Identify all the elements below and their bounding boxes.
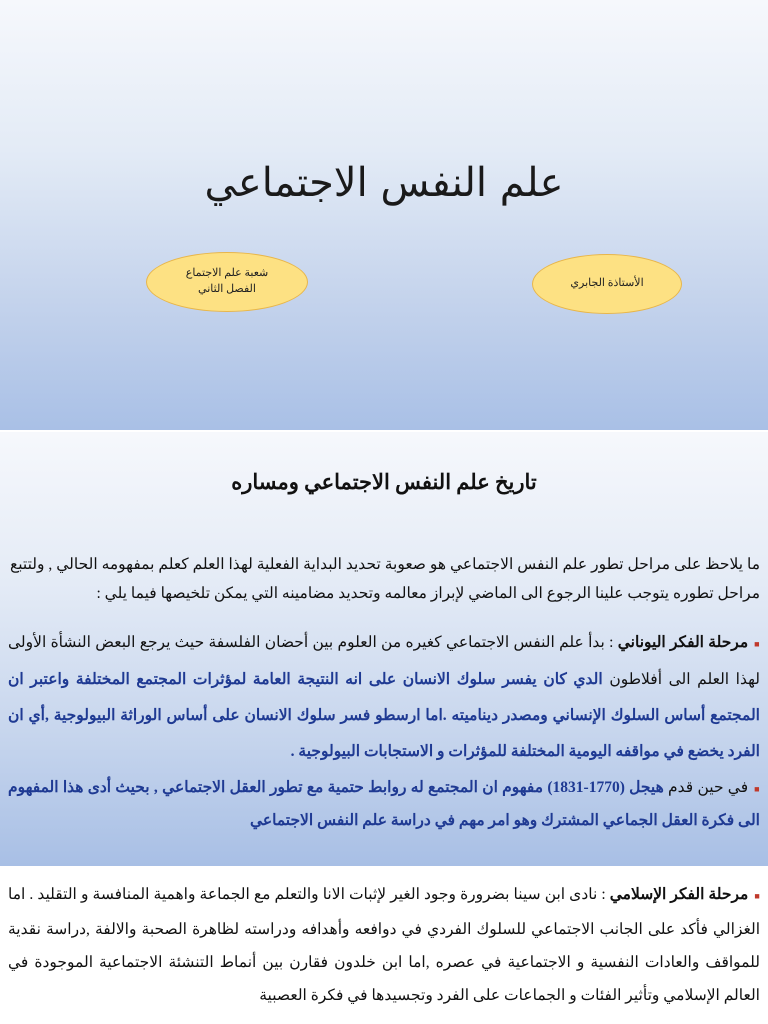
greek-thought-paragraph xyxy=(8,625,760,770)
islamic-thought-slide xyxy=(0,868,768,1024)
greek-thought-text: : بدأ علم النفس الاجتماعي كغيره من العلوم بين أحضان الفلسفة حيث يرجع البعض النشأة الأولى لهذا العلم الى أفلاطون xyxy=(8,634,760,688)
square-bullet-icon: ■ xyxy=(754,784,761,794)
intro-paragraph: ما يلاحظ على مراحل تطور علم النفس الاجتماعي هو صعوبة تحديد البداية الفعلية لهذا العلم كعلم بمفهومه الحالي , ولتتبع مراحل تطوره يتوجب علينا الرجوع الى الماضي لإبراز معالمه وتحديد مضامينه التي يمكن تلخيصها فيما يلي : xyxy=(10,556,760,602)
greek-thought-emphasis: الدي كان يفسر سلوك الانسان على انه النتيجة العامة لمؤثرات المجتمع المختلفة واعتبر ان المجتمع أساس السلوك الإنساني ومصدر ديناميته .اما ارسطو فسر سلوك الانسان على أساس الوراثة البيولوجية ,أي ان الفرد يخضع في مواقفه اليومية المختلفة للمؤثرات و الاستجابات البيولوجية . xyxy=(8,671,760,760)
hegel-paragraph xyxy=(8,772,760,837)
islamic-thought-paragraph xyxy=(8,878,760,1012)
hegel-emphasis: هيجل (1770-1831) مفهوم ان المجتمع له روابط حتمية مع تطور العقل الاجتماعي , بحيث أدى هذا المفهوم الى فكرة العقل الجماعي المشترك وهو امر مهم في دراسة علم النفس الاجتماعي xyxy=(8,779,760,829)
teacher-label: الأستاذة الجابري xyxy=(570,277,644,290)
islamic-thought-label: مرحلة الفكر الإسلامي xyxy=(609,886,749,903)
presentation-title: علم النفس الاجتماعي xyxy=(204,160,564,206)
islamic-thought-text: : نادى ابن سينا بضرورة وجود الغير لإثبات الانا والتعلم مع الجماعة واهمية المنافسة و التقليد . اما الغزالي فأكد على الجانب الاجتماعي للسلوك الفردي في دوافعه وأهدافه ودراسته لظاهرة الصحبة والالفة ,دراسة نقدية للمواقف والعادات النفسية و الاجتماعية في عصره ,اما ابن خلدون فقارن بين أنماط التنشئة الاجتماعية الموجودة في العالم الإسلامي وتأثير الفئات و الجماعات على الفرد وتجسيدها في فكرة العصبية xyxy=(8,886,760,1004)
semester-label: الفصل الثاني xyxy=(198,283,256,295)
history-title: تاريخ علم النفس الاجتماعي ومساره xyxy=(231,470,537,494)
department-label: شعبة علم الاجتماع xyxy=(185,267,269,280)
title-slide xyxy=(0,0,768,430)
greek-thought-label: مرحلة الفكر اليوناني xyxy=(617,634,749,651)
history-slide xyxy=(0,432,768,866)
square-bullet-icon: ■ xyxy=(754,639,761,649)
hegel-intro-text: في حين قدم xyxy=(663,779,749,796)
square-bullet-icon: ■ xyxy=(754,891,761,901)
department-oval xyxy=(146,252,308,312)
teacher-oval xyxy=(532,254,682,314)
